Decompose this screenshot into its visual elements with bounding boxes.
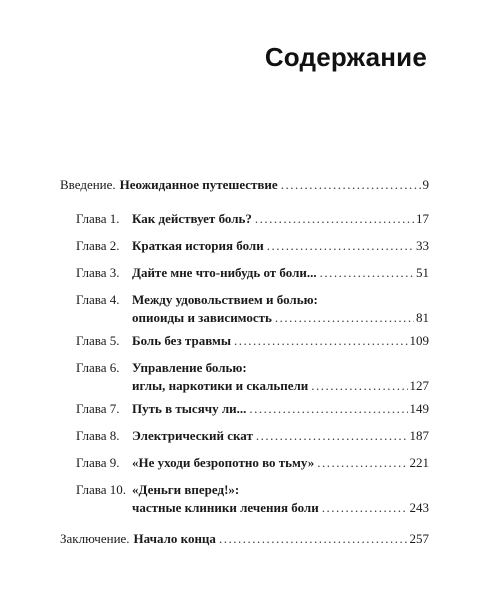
toc-entry-chapter-5[interactable] <box>76 332 429 350</box>
toc-entry-page-number: 109 <box>409 333 429 348</box>
dot-leader <box>317 454 407 472</box>
toc-entry-label: Глава 5. <box>76 333 120 348</box>
toc-entry-chapter-4[interactable] <box>76 291 429 327</box>
toc-entry-title-line-1: «Деньги вперед!»: <box>132 482 240 497</box>
dot-leader <box>275 309 414 327</box>
toc-entry-chapter-3[interactable] <box>76 264 429 282</box>
toc-entry-page-number: 187 <box>409 428 429 443</box>
dot-leader <box>219 530 408 548</box>
page-title: Содержание <box>264 42 427 72</box>
toc-entry-title: «Не уходи безропотно во тьму» <box>132 455 315 470</box>
dot-leader <box>256 427 408 445</box>
toc-entry-title: Как действует боль? <box>132 211 252 226</box>
toc-entry-label: Глава 9. <box>76 455 120 470</box>
toc-entry-title: Дайте мне что-нибудь от боли... <box>132 265 317 280</box>
toc-entry-chapter-10[interactable] <box>76 481 429 517</box>
toc-entry-label: Глава 8. <box>76 428 120 443</box>
toc-entry-label: Глава 4. <box>76 292 120 307</box>
toc-entry-label: Глава 7. <box>76 401 120 416</box>
toc-entry-label: Глава 1. <box>76 211 120 226</box>
toc-entry-page-number: 221 <box>409 455 429 470</box>
toc-entry-label: Введение. <box>60 177 116 192</box>
toc-entry-page-number: 51 <box>416 265 429 280</box>
toc-entry-chapter-8[interactable] <box>76 427 429 445</box>
toc-entry-page-number: 149 <box>409 401 429 416</box>
dot-leader <box>255 210 414 228</box>
dot-leader <box>311 377 407 395</box>
toc-entry-page-number: 243 <box>409 500 429 515</box>
toc-entry-page-number: 127 <box>409 378 429 393</box>
toc-entry-label: Глава 6. <box>76 360 120 375</box>
toc-entry-label: Глава 10. <box>76 482 127 497</box>
toc-entry-chapter-6[interactable] <box>76 359 429 395</box>
toc-entry-title-line-1: Между удовольствием и болью: <box>132 292 318 307</box>
toc-entry-title: Путь в тысячу ли... <box>132 401 247 416</box>
toc-entry-title-line-1: Управление болью: <box>132 360 247 375</box>
toc-entry-title: Боль без травмы <box>132 333 231 348</box>
toc-entry-chapter-2[interactable] <box>76 237 429 255</box>
toc-entry-conclusion[interactable] <box>60 530 429 548</box>
toc-entry-title-line-2: опиоиды и зависимость <box>132 310 272 325</box>
dot-leader <box>267 237 414 255</box>
toc-entry-page-number: 81 <box>416 310 429 325</box>
toc-entry-chapter-7[interactable] <box>76 400 429 418</box>
toc-entry-label: Глава 2. <box>76 238 120 253</box>
toc-entry-title: Неожиданное путешествие <box>119 177 278 192</box>
toc-entry-title: Краткая история боли <box>132 238 264 253</box>
toc-entry-chapter-9[interactable] <box>76 454 429 472</box>
toc-entry-label: Заключение. <box>60 531 130 546</box>
toc-entry-title-line-2: частные клиники лечения боли <box>132 500 319 515</box>
dot-leader <box>281 176 421 194</box>
toc-entry-page-number: 9 <box>422 177 429 192</box>
toc-entry-title-line-2: иглы, наркотики и скальпели <box>132 378 309 393</box>
toc-entry-title: Электрический скат <box>132 428 253 443</box>
dot-leader <box>320 264 414 282</box>
dot-leader <box>249 400 407 418</box>
dot-leader <box>234 332 408 350</box>
dot-leader <box>322 499 408 517</box>
toc-entry-page-number: 257 <box>409 531 429 546</box>
toc-entry-title: Начало конца <box>133 531 216 546</box>
toc-entry-introduction[interactable] <box>60 176 429 194</box>
toc-entry-page-number: 33 <box>416 238 429 253</box>
toc-entry-chapter-1[interactable] <box>76 210 429 228</box>
toc-entry-label: Глава 3. <box>76 265 120 280</box>
toc-entry-page-number: 17 <box>416 211 429 226</box>
